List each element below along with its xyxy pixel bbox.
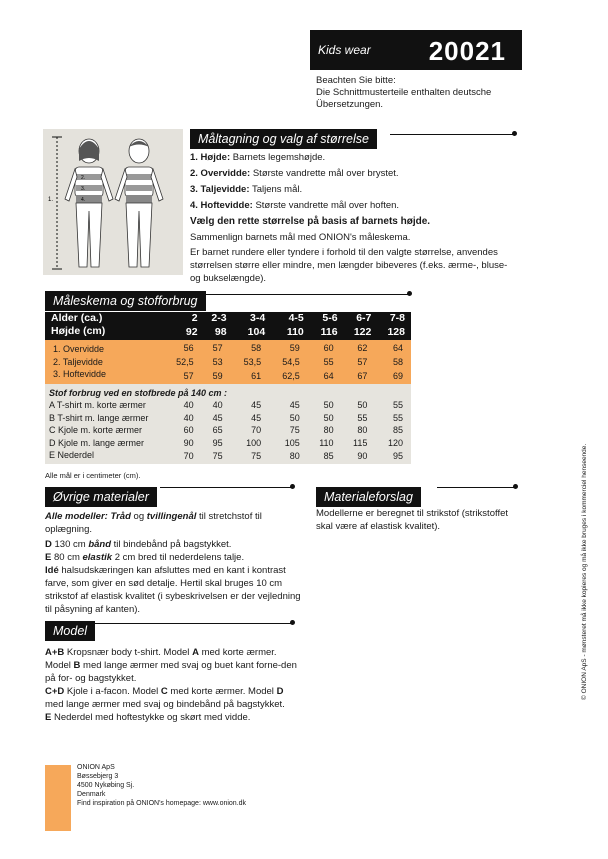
measuring-body: Er barnet rundere eller tyndere i forhold til den valgte størrelse, anvendes størrelsen større eller mindre, men længder bibeveres (f.eks. ærme-, bluse- og bukselængde). [190,247,508,284]
table-row: D Kjole m. lange ærmer 90 95 100 105 110 115 120 [45,437,411,450]
children-figure-icon [43,129,183,275]
divider-dot [512,131,517,136]
size-table-wrap [45,312,411,464]
copyright-note: © ONION ApS - mønsteret må ikke kopieres og må ikke bruges i kommerciel henseende. [581,443,588,700]
footer-accent-bar [45,765,71,831]
illus-label-3: 3. [81,186,86,192]
materials-line: Alle modeller: Tråd og tvillingenål til stretchstof til oplægning. [45,511,262,535]
divider [160,487,292,488]
size-table [45,312,411,464]
german-note [316,75,491,111]
divider [390,134,514,135]
table-row: 3. Hoftevidde 57 59 61 62,5 64 67 69 [45,368,411,384]
materials-line: Idé halsudskæringen kan afsluttes med en kant i kontrast farve, som giver en sød detalje. Hertil skal bruges 10 cm strikstof af elastisk kvalitet (i sybeskrivelsen er der vejledning til påsyning af kanten). [45,565,301,615]
table-row: B T-shirt m. lange ærmer 40 45 45 50 50 55 55 [45,412,411,425]
divider-dot [513,484,518,489]
category-label: Kids wear [318,43,371,57]
divider-dot [407,291,412,296]
measure-item: 4. Hoftevidde: Største vandrette mål over hoften. [190,200,400,211]
illus-label-4: 4. [81,197,86,203]
material-suggestion-title: Materialeforslag [316,487,421,507]
compare-note: Sammenlign barnets mål med ONION's måleskema. [190,232,411,243]
table-row: E Nederdel 70 75 75 80 85 90 95 [45,449,411,464]
size-chart-title: Måleskema og stofforbrug [45,291,206,311]
model-line: A+B Kropsnær body t-shirt. Model A med korte ærmer. Model B med lange ærmer med svaj og buet kant forne-den på for- og bagstykket. [45,647,297,684]
material-suggestion-text: Modellerne er beregnet til strikstof (strikstoffet skal være af elastisk kvalitet). [316,508,509,532]
header-box [310,30,522,70]
footer-country: Denmark [77,791,106,798]
choose-size-note: Vælg den rette størrelse på basis af barnets højde. [190,216,431,227]
footer-company: ONION ApS [77,764,115,771]
pattern-number: 20021 [428,36,506,66]
divider-dot [290,484,295,489]
table-row: Stof forbrug ved en stofbrede på 140 cm : [45,384,411,400]
model-title: Model [45,621,95,641]
measure-item: 1. Højde: Barnets legemshøjde. [190,152,326,163]
materials-line: E 80 cm elastik 2 cm bred til nederdelens talje. [45,552,245,563]
footer-web: Find inspiration på ONION's homepage: www.onion.dk [77,800,247,807]
measurement-illustration [43,129,183,275]
table-row: Højde (cm) 92 98 104 110 116 122 128 [45,325,411,341]
footer-address [77,763,246,808]
other-materials-title: Øvrige materialer [45,487,157,507]
illus-label-1: 1. [48,197,54,203]
footer-city: 4500 Nykøbing Sj. [77,782,135,789]
divider [92,623,292,624]
model-text [45,646,301,724]
measure-item: 2. Overvidde: Største vandrette mål over brystet. [190,168,399,179]
model-line: E Nederdel med hoftestykke og skørt med vidde. [45,712,251,723]
table-footnote: Alle mål er i centimeter (cm). [45,471,141,480]
divider-dot [290,620,295,625]
german-note-line: Beachten Sie bitte: [316,75,396,86]
german-note-line: Die Schnittmusterteile enthalten deutsche [316,87,492,98]
table-row: Alder (ca.) 2 2-3 3-4 4-5 5-6 6-7 7-8 [45,312,411,325]
other-materials-text [45,510,301,616]
german-note-line: Übersetzungen. [316,99,384,110]
measuring-title: Måltagning og valg af størrelse [190,129,377,149]
illus-label-2: 2. [81,175,86,181]
model-line: C+D Kjole i a-facon. Model C med korte ærmer. Model D med lange ærmer med svaj og bindebånd på bagstykket. [45,686,285,710]
measuring-list [190,150,520,285]
table-row: C Kjole m. korte ærmer 60 65 70 75 80 80 85 [45,424,411,437]
divider [437,487,515,488]
measure-item: 3. Taljevidde: Taljens mål. [190,184,303,195]
table-row: 1. Overvidde 56 57 58 59 60 62 64 [45,340,411,356]
table-row: 2. Taljevidde 52,5 53 53,5 54,5 55 57 58 [45,356,411,369]
table-row: A T-shirt m. korte ærmer 40 40 45 45 50 50 55 [45,399,411,412]
footer-street: Bøssebjerg 3 [77,773,119,780]
materials-line: D 130 cm bånd til bindebånd på bagstykket. [45,539,232,550]
divider [205,294,409,295]
